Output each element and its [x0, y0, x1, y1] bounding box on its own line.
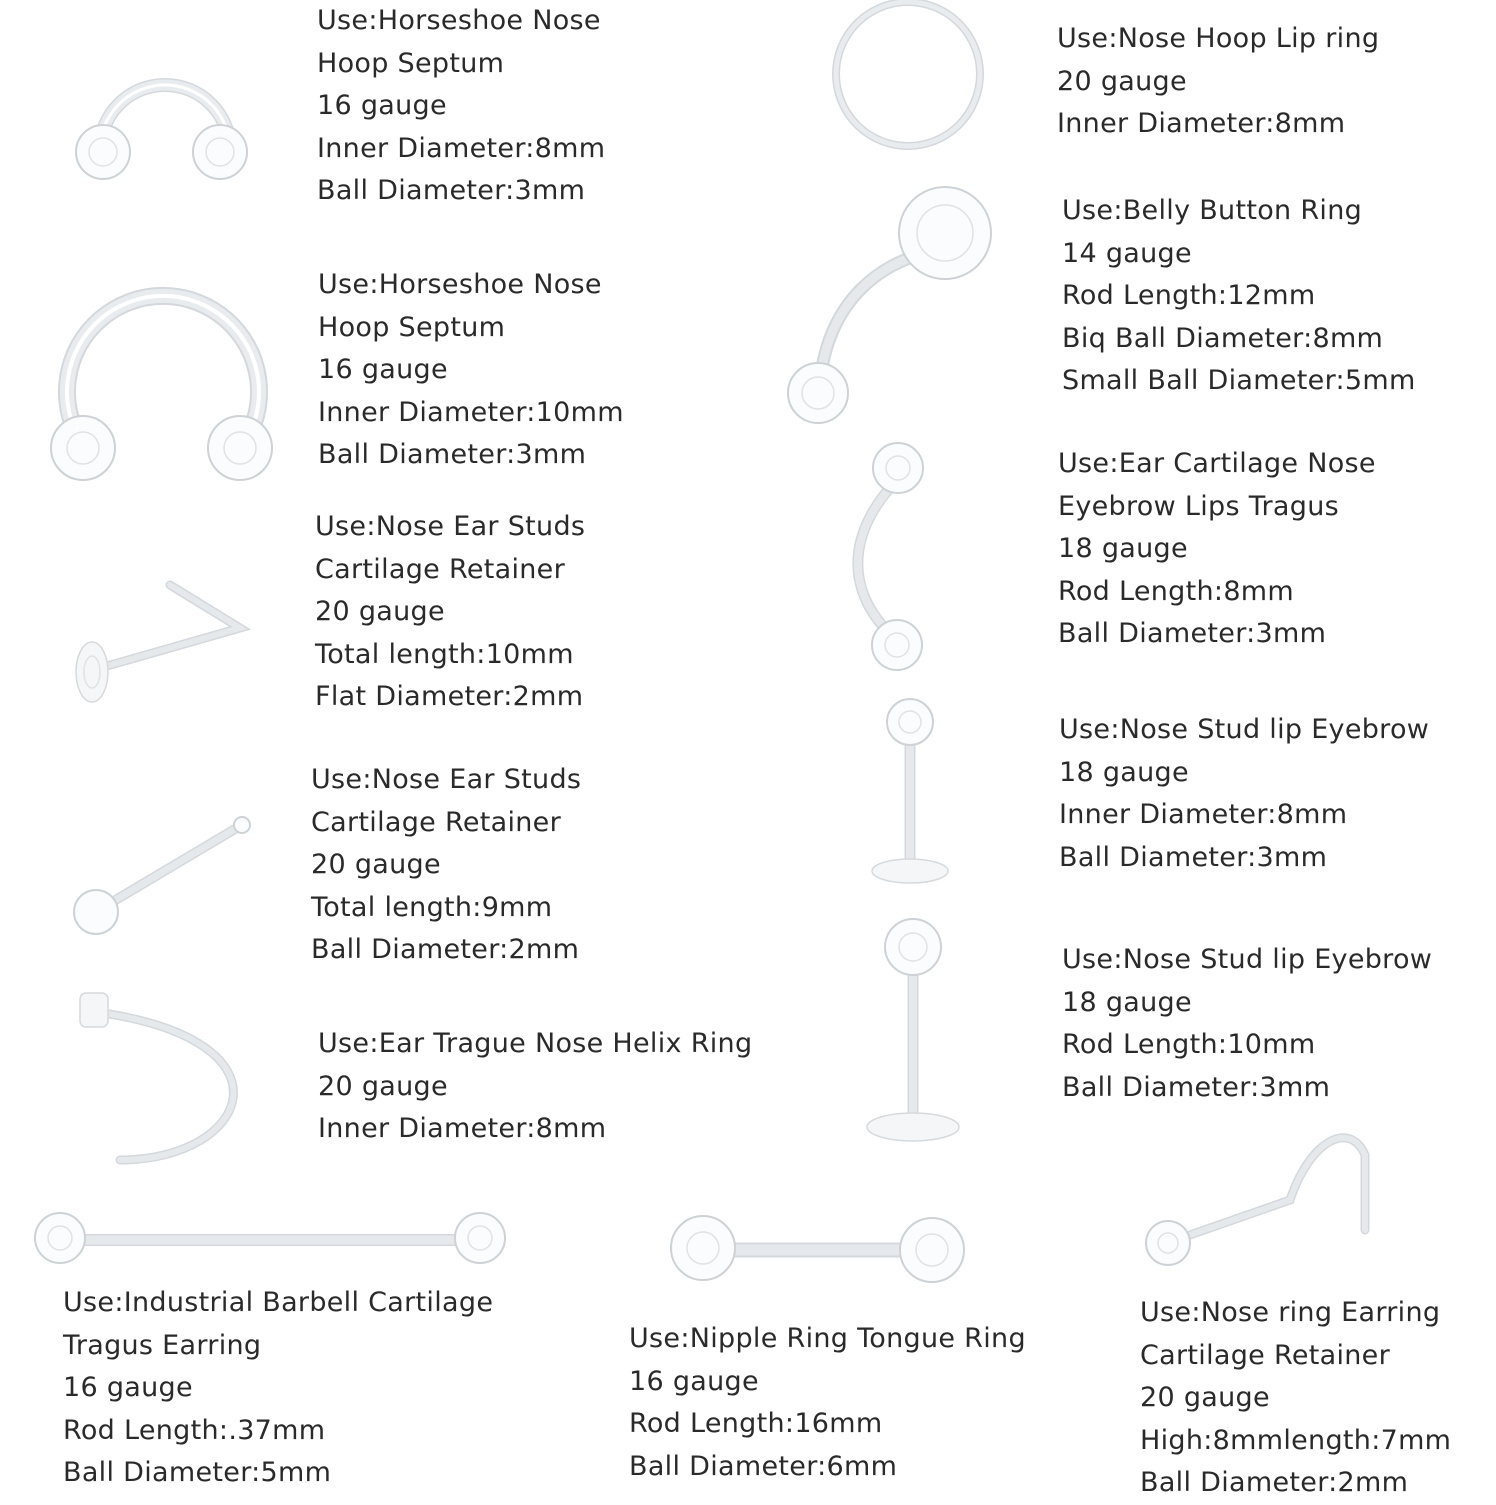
item-line: Use:Ear Trague Nose Helix Ring	[318, 1028, 753, 1059]
item-line: Use:Nipple Ring Tongue Ring	[629, 1323, 1026, 1354]
item-line: 16 gauge	[63, 1372, 193, 1404]
nose-hoop-image	[836, 2, 980, 146]
item-line: 18 gauge	[1059, 756, 1189, 788]
item-description-labret-8mm	[1059, 709, 1429, 879]
item-line: Cartilage Retainer	[1140, 1339, 1390, 1371]
item-line: Ball Diameter:3mm	[1058, 618, 1327, 650]
item-line: Flat Diameter:2mm	[315, 681, 584, 713]
item-line: Rod Length:10mm	[1062, 1029, 1316, 1061]
item-line: 18 gauge	[1058, 533, 1188, 565]
bone-stud-image	[74, 817, 250, 934]
item-line: Ball Diameter:3mm	[317, 175, 586, 207]
item-description-l-stud	[315, 506, 585, 719]
item-line: Cartilage Retainer	[311, 806, 561, 838]
horseshoe-10mm-image	[51, 296, 272, 480]
item-line: Ball Diameter:3mm	[318, 439, 587, 471]
item-line: Use:Nose ring Earring	[1140, 1297, 1441, 1328]
item-line: Ball Diameter:3mm	[1059, 841, 1328, 873]
labret-8mm-image	[872, 699, 948, 883]
item-description-industrial-barbell	[63, 1282, 493, 1495]
item-line: Use:Nose Ear Studs	[311, 764, 582, 795]
item-line: Inner Diameter:8mm	[1059, 799, 1348, 831]
item-line: Small Ball Diameter:5mm	[1062, 365, 1416, 397]
item-line: Rod Length:8mm	[1058, 575, 1294, 607]
item-line: 20 gauge	[318, 1070, 448, 1102]
item-line: Ball Diameter:2mm	[311, 934, 580, 966]
curved-barbell-image	[858, 443, 923, 670]
item-line: Inner Diameter:8mm	[317, 132, 606, 164]
industrial-barbell-image	[35, 1213, 505, 1263]
horseshoe-8mm-image	[76, 85, 247, 179]
item-line: 16 gauge	[629, 1365, 759, 1397]
item-description-bone-stud	[311, 759, 581, 972]
item-line: Inner Diameter:8mm	[318, 1113, 607, 1145]
item-line: Use:Horseshoe Nose	[317, 5, 601, 36]
item-description-straight-barbell	[629, 1318, 1026, 1488]
labret-10mm-image	[867, 919, 959, 1141]
item-line: Ball Diameter:3mm	[1062, 1071, 1331, 1103]
item-line: Hoop Septum	[317, 47, 505, 79]
nose-screw-image	[1146, 1138, 1365, 1265]
straight-barbell-image	[671, 1216, 964, 1282]
item-line: Biq Ball Diameter:8mm	[1062, 322, 1384, 354]
item-line: Use:Nose Stud lip Eyebrow	[1062, 944, 1433, 975]
item-description-nose-screw	[1140, 1292, 1451, 1505]
item-line: Cartilage Retainer	[315, 553, 565, 585]
item-line: Use:Belly Button Ring	[1062, 195, 1363, 226]
item-description-helix-ring	[318, 1023, 752, 1151]
item-line: Use:Nose Ear Studs	[315, 511, 586, 542]
helix-ring-image	[80, 993, 233, 1160]
item-line: Rod Length:.37mm	[63, 1414, 326, 1446]
l-shape-stud-image	[76, 585, 240, 702]
item-description-horseshoe-8mm	[317, 0, 605, 213]
item-description-belly-ring	[1062, 190, 1416, 403]
item-line: High:8mmlength:7mm	[1140, 1424, 1452, 1456]
item-line: Use:Ear Cartilage Nose	[1058, 448, 1376, 479]
item-description-horseshoe-10mm	[318, 264, 624, 477]
item-line: Use:Horseshoe Nose	[318, 269, 602, 300]
item-line: Use:Nose Stud lip Eyebrow	[1059, 714, 1430, 745]
item-line: Inner Diameter:8mm	[1057, 108, 1346, 140]
item-line: Hoop Septum	[318, 311, 506, 343]
item-line: Ball Diameter:5mm	[63, 1457, 332, 1489]
belly-button-ring-image	[788, 187, 991, 423]
item-description-labret-10mm	[1062, 939, 1432, 1109]
item-line: Inner Diameter:10mm	[318, 396, 624, 428]
item-line: Ball Diameter:6mm	[629, 1450, 898, 1482]
item-line: 14 gauge	[1062, 237, 1192, 269]
item-description-nose-hoop	[1057, 18, 1379, 146]
item-line: 20 gauge	[311, 849, 441, 881]
item-line: 16 gauge	[317, 90, 447, 122]
item-line: 20 gauge	[1057, 65, 1187, 97]
item-line: Use:Industrial Barbell Cartilage	[63, 1287, 494, 1318]
item-line: 16 gauge	[318, 354, 448, 386]
item-line: Rod Length:12mm	[1062, 280, 1316, 312]
item-line: Tragus Earring	[63, 1329, 262, 1361]
item-line: 18 gauge	[1062, 986, 1192, 1018]
item-line: 20 gauge	[315, 596, 445, 628]
item-line: Total length:10mm	[315, 638, 574, 670]
item-description-curved-barbell	[1058, 443, 1376, 656]
item-line: Use:Nose Hoop Lip ring	[1057, 23, 1380, 54]
item-line: Rod Length:16mm	[629, 1408, 883, 1440]
item-line: Ball Diameter:2mm	[1140, 1467, 1409, 1499]
item-line: Total length:9mm	[311, 891, 553, 923]
item-line: Eyebrow Lips Tragus	[1058, 490, 1339, 522]
item-line: 20 gauge	[1140, 1382, 1270, 1414]
